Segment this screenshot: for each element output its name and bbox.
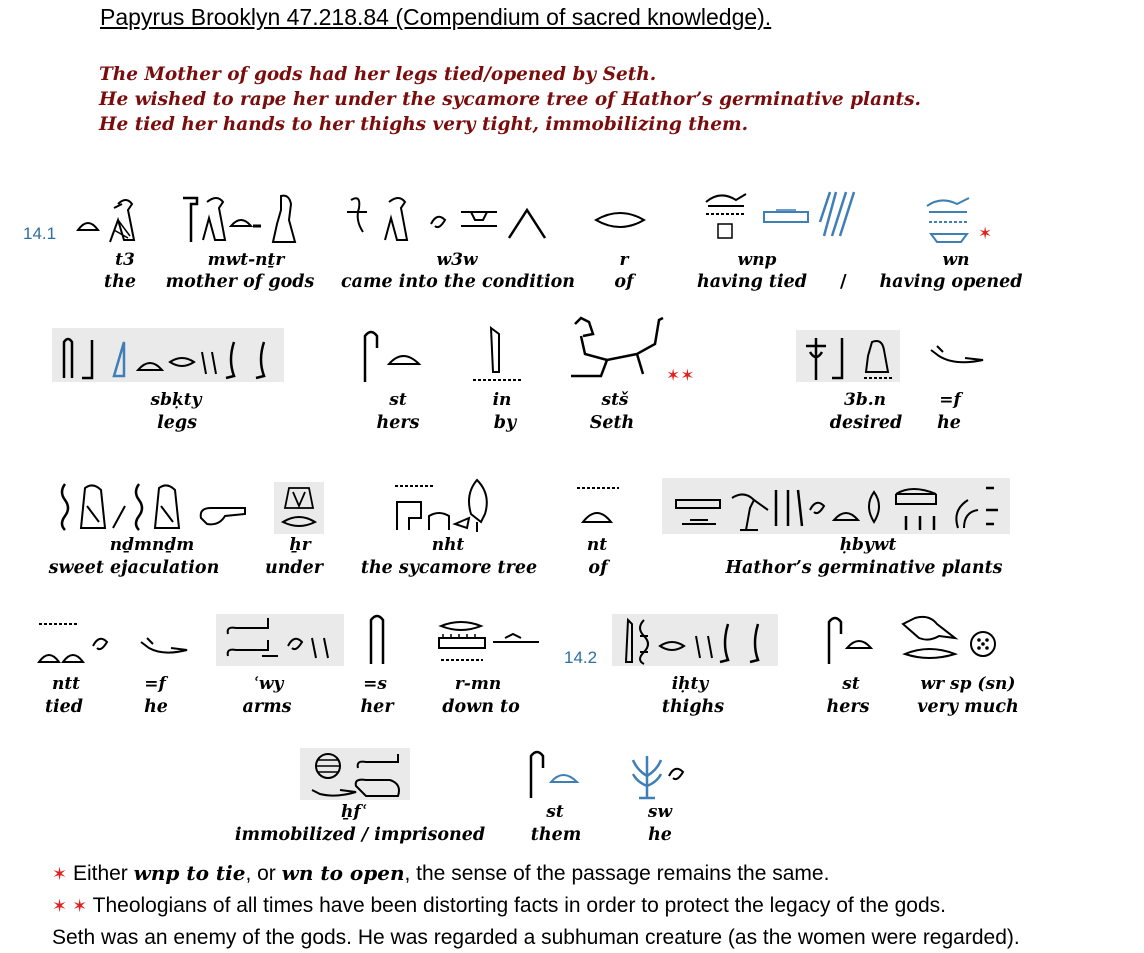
line-ref-14-1: 14.1 [23, 224, 57, 243]
hieroglyph-sbkty [52, 328, 284, 382]
footnotes [52, 858, 1020, 953]
hieroglyph-st-hers [356, 322, 426, 384]
page-title: Papyrus Brooklyn 47.218.84 (Compendium of sacred knowledge). [100, 4, 772, 30]
hare-water-square-icon [700, 182, 860, 242]
translit-sw: sw [647, 802, 673, 822]
hieroglyph-st-hers-2 [822, 610, 876, 666]
placenta-mouth-icon [279, 484, 319, 534]
gloss-mother-of-gods: mother of gods [165, 272, 315, 292]
hieroglyph-hfa [300, 748, 410, 800]
gloss-very-much: very much [917, 697, 1019, 717]
translit-ihty: iḥty [671, 674, 709, 694]
translit-st-them: st [546, 802, 564, 822]
pod-owl-phallus-icon [55, 478, 257, 534]
note-1: ✶ Either wnp to tie, or wn to open, the sense of the passage remains the same. [52, 861, 830, 885]
translit-in: in [492, 390, 512, 410]
gloss-the: the [104, 272, 136, 292]
reed-water-icon [469, 324, 527, 384]
legs-sequence-icon [58, 330, 278, 382]
translit-nt: nt [586, 535, 608, 555]
hieroglyph-wn [920, 184, 980, 246]
hieroglyph-r-mn [434, 614, 544, 666]
heart-legs-seated-man-icon [802, 332, 894, 382]
hieroglyph-ndmndm [54, 476, 258, 534]
horned-viper-icon-2 [137, 630, 191, 662]
hieroglyph-r [592, 184, 648, 246]
arms-rope-strokes-icon [222, 616, 338, 666]
swallow-mouth-threshing-floor-icon [899, 610, 1001, 666]
intro-line-3: He tied her hands to her thighs very tight, immobilizing them. [99, 114, 749, 135]
gloss-tied: tied [44, 697, 84, 717]
translit-awy: ʿwy [252, 674, 284, 694]
translit-f: =f [939, 390, 961, 410]
note-double-star-icon: ✶ ✶ [52, 896, 88, 916]
note-term-wnp: wnp to tie [133, 861, 246, 885]
placenta-arm-fist-icon [306, 750, 404, 800]
hieroglyph-f-2 [136, 626, 192, 662]
gloss-came-into-condition: came into the condition [340, 272, 576, 292]
gloss-arms: arms [242, 697, 292, 717]
translit-3b-n: 3b.n [844, 390, 886, 410]
gloss-having-opened: having opened [879, 272, 1023, 292]
intro-line-1: The Mother of gods had her legs tied/opened by Seth. [99, 64, 657, 85]
translit-sbkty: sbḳty [150, 390, 202, 410]
horned-viper-icon [925, 336, 987, 372]
translit-hfa: ẖfʿ [341, 802, 367, 822]
water-bread-rope-icon [35, 616, 113, 666]
hieroglyph-ihty [612, 614, 778, 666]
translit-nht: nht [431, 535, 465, 555]
note-2: ✶ ✶ Theologians of all times have been distorting facts in order to protect the legacy of the gods. [52, 894, 946, 917]
gloss-of-2: of [588, 558, 608, 578]
gloss-legs: legs [157, 413, 197, 433]
note-3: Seth was an enemy of the gods. He was regarded a subhuman creature (as the women were regarded). [52, 926, 1020, 949]
gloss-her: her [360, 697, 394, 717]
ibis-plant-sequence-icon [668, 480, 1004, 534]
hieroglyph-st-them [524, 744, 582, 800]
gloss-thighs: thighs [661, 697, 725, 717]
translit-s: =s [363, 674, 387, 694]
translit-ndmndm: nḏmnḏm [109, 535, 195, 555]
gloss-immobilized: immobilized / imprisoned [234, 825, 486, 845]
gloss-of: of [614, 272, 634, 292]
mouth-board-water-icon [435, 616, 543, 666]
note-star-icon: ✶ [52, 864, 68, 884]
gloss-hers-2: hers [826, 697, 870, 717]
sedge-plant-icon [629, 746, 689, 800]
hieroglyph-nt [572, 480, 624, 534]
translit-r-mn: r-mn [454, 674, 502, 694]
hieroglyph-3b-n [796, 330, 900, 382]
rope-vulture-wave-legs-icon [341, 190, 559, 246]
hieroglyph-in [468, 322, 528, 384]
water-bread-icon [573, 482, 623, 534]
hieroglyph-nht [390, 476, 502, 534]
gloss-under: under [264, 558, 324, 578]
hieroglyph-sw [628, 744, 690, 800]
gloss-he: he [937, 413, 961, 433]
mouth-icon [592, 190, 648, 246]
gloss-seth: Seth [589, 413, 635, 433]
translit-r: r [619, 250, 629, 270]
translit-sts: stš [601, 390, 629, 410]
hieroglyph-w3w [340, 184, 560, 246]
hieroglyph-s [362, 608, 392, 666]
gloss-by: by [493, 413, 517, 433]
translit-st-2: st [842, 674, 860, 694]
note-term-wn: wn to open [281, 861, 405, 885]
single-star-icon: ✶ [978, 224, 993, 243]
slash-separator: / [840, 271, 847, 292]
translit-mwt-ntr: mwt-nṯr [207, 250, 285, 270]
hieroglyph-mwt-ntr [176, 184, 304, 246]
bread-vulture-icon [74, 190, 150, 246]
hieroglyph-hbywt [662, 478, 1010, 534]
gloss-he-2: he [144, 697, 168, 717]
double-star-icon: ✶✶ [666, 366, 695, 385]
translit-w3w: w3w [436, 250, 478, 270]
hieroglyph-seth [566, 318, 670, 380]
hieroglyph-f [924, 332, 988, 372]
intro-line-2: He wished to rape her under the sycamore tree of Hathor’s germinative plants. [99, 89, 921, 110]
translit-wn: wn [942, 250, 970, 270]
translit-ntt: ntt [51, 674, 81, 694]
gloss-he-3: he [648, 825, 672, 845]
translit-st: st [389, 390, 407, 410]
hieroglyph-awy [216, 614, 344, 666]
cloth-bread-icon-2 [823, 612, 875, 666]
translit-wr-sp: wr sp (sn) [920, 674, 1016, 694]
gloss-sycamore: the sycamore tree [360, 558, 538, 578]
translit-t3: t3 [115, 250, 135, 270]
cloth-bread-icon [357, 326, 425, 384]
flag-vulture-seated-god-icon [177, 190, 303, 246]
gloss-hers: hers [376, 413, 420, 433]
intro-summary [99, 62, 921, 137]
translit-f-2: =f [144, 674, 166, 694]
folded-cloth-icon [363, 610, 391, 666]
hieroglyph-hr [274, 482, 324, 534]
reed-cord-legs-icon [618, 616, 772, 666]
cloth-bread-blue-icon [525, 746, 581, 800]
translit-wnp: wnp [737, 250, 777, 270]
gloss-having-tied: having tied [696, 272, 808, 292]
translit-hr: ẖr [289, 535, 311, 555]
hieroglyph-wr-sp-sn [898, 608, 1002, 666]
gloss-them: them [530, 825, 582, 845]
hieroglyph-t3 [72, 184, 152, 246]
gloss-sweet-ejaculation: sweet ejaculation [48, 558, 220, 578]
gloss-down-to: down to [442, 697, 520, 717]
water-house-tree-icon [391, 478, 501, 534]
gloss-germinative-plants: Hathor’s germinative plants [725, 558, 1003, 578]
hare-water-blue-icon [921, 190, 979, 246]
translit-hbywt: ḥbywt [839, 535, 897, 555]
seth-animal-icon [567, 314, 669, 380]
hieroglyph-wnp [700, 180, 860, 242]
line-ref-14-2: 14.2 [564, 648, 598, 667]
hieroglyph-ntt [34, 614, 114, 666]
gloss-desired: desired [829, 413, 903, 433]
